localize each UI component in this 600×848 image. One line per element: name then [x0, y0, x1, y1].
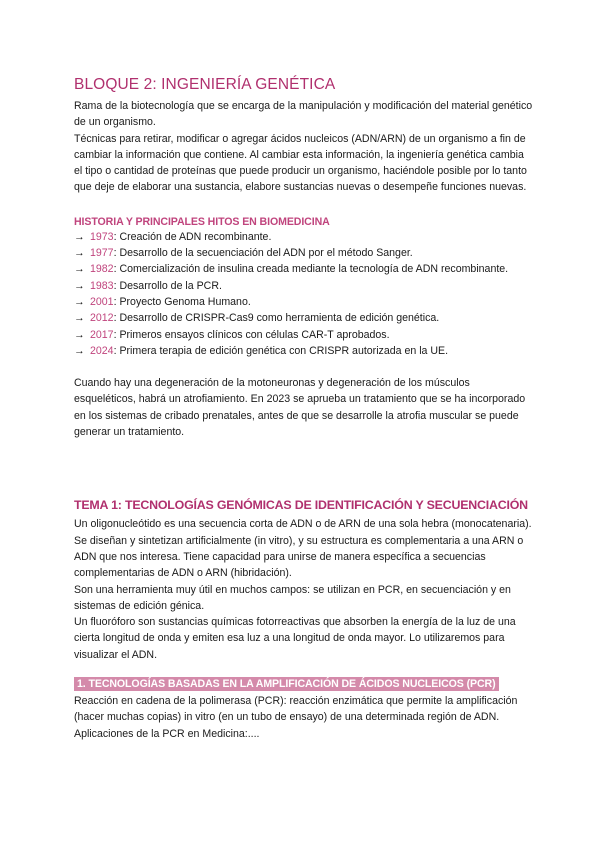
- hito-item: [74, 343, 534, 359]
- hito-text: [90, 261, 508, 277]
- hito-text: [90, 294, 251, 310]
- bloque-title: BLOQUE 2: INGENIERÍA GENÉTICA: [74, 76, 336, 93]
- hito-item: [74, 327, 534, 343]
- hito-description: : Primera terapia de edición genética con CRISPR autorizada en la UE.: [113, 344, 449, 357]
- section1-paragraph-2: Aplicaciones de la PCR en Medicina:....: [74, 727, 260, 740]
- historia-title: HISTORIA Y PRINCIPALES HITOS EN BIOMEDICINA: [74, 215, 330, 228]
- hito-item: [74, 294, 534, 310]
- tema1-title: TEMA 1: TECNOLOGÍAS GENÓMICAS DE IDENTIFICACIÓN Y SECUENCIACIÓN: [74, 498, 528, 513]
- hito-year: 2017: [90, 328, 114, 341]
- arrow-right-icon: →: [74, 230, 85, 243]
- hito-year: 1977: [90, 247, 114, 260]
- hitos-list: [74, 229, 534, 359]
- tema1-paragraph-1: Un oligonucleótido es una secuencia corta de ADN o de ARN de una sola hebra (monocatenaria). Se diseñan y sintetizan artificialmente (in vitro), y su estructura es complementaria a una ARN o ADN que nos interesa. Tiene capacidad para unirse de manera específica a secuencias complementarias de ADN o ARN (hibridación).: [74, 518, 532, 580]
- hito-description: : Creación de ADN recombinante.: [113, 230, 272, 243]
- arrow-right-icon: →: [74, 295, 85, 308]
- hito-text: [90, 343, 448, 359]
- hito-description: : Primeros ensayos clínicos con células CAR-T aprobados.: [113, 328, 390, 341]
- hito-item: [74, 310, 534, 326]
- section1-paragraph-1: Reacción en cadena de la polimerasa (PCR): reacción enzimática que permite la amplificación (hacer muchas copias) in vitro (en un tubo de ensayo) de una determinada región de ADN.: [74, 695, 518, 724]
- hito-description: : Desarrollo de la secuenciación del ADN por el método Sanger.: [113, 247, 413, 260]
- hito-year: 2012: [90, 312, 114, 325]
- hito-item: [74, 229, 534, 245]
- hito-text: [90, 245, 413, 261]
- hito-text: [90, 327, 390, 343]
- hito-item: [74, 245, 534, 261]
- hito-year: 2001: [90, 295, 114, 308]
- hito-description: : Desarrollo de CRISPR-Cas9 como herramienta de edición genética.: [113, 312, 440, 325]
- arrow-right-icon: →: [74, 279, 85, 292]
- arrow-right-icon: →: [74, 312, 85, 325]
- hito-item: [74, 278, 534, 294]
- hito-text: [90, 310, 439, 326]
- hito-year: 2024: [90, 344, 114, 357]
- hito-description: : Comercialización de insulina creada mediante la tecnología de ADN recombinante.: [113, 263, 509, 276]
- hito-year: 1982: [90, 263, 114, 276]
- arrow-right-icon: →: [74, 263, 85, 276]
- hito-year: 1983: [90, 279, 114, 292]
- tema1-paragraph-2: Son una herramienta muy útil en muchos campos: se utilizan en PCR, en secuenciación y en sistemas de edición génica.: [74, 583, 511, 612]
- hito-item: [74, 261, 534, 277]
- arrow-right-icon: →: [74, 247, 85, 260]
- hito-text: [90, 278, 222, 294]
- bloque-intro-2: Técnicas para retirar, modificar o agregar ácidos nucleicos (ADN/ARN) de un organismo a fin de cambiar la información que contiene. Al cambiar esta información, la ingeniería genética cambia el tipo o cantidad de proteínas que puede producir un organismo, haciéndole posible por lo tanto que deje de elaborar una sustancia, elabore sustancias nuevas o desempeñe funciones nuevas.: [74, 132, 527, 194]
- section1-title: 1. TECNOLOGÍAS BASADAS EN LA AMPLIFICACIÓN DE ÁCIDOS NUCLEICOS (PCR): [74, 677, 499, 691]
- hito-year: 1973: [90, 230, 114, 243]
- hito-text: [90, 229, 271, 245]
- tema1-paragraph-3: Un fluoróforo son sustancias químicas fotorreactivas que absorben la energía de la luz de una cierta longitud de onda y emiten esa luz a una longitud de onda mayor. Lo utilizaremos para visualizar el ADN.: [74, 616, 516, 661]
- arrow-right-icon: →: [74, 328, 85, 341]
- hito-description: : Desarrollo de la PCR.: [113, 279, 222, 292]
- bloque-intro-1: Rama de la biotecnología que se encarga de la manipulación y modificación del material genético de un organismo.: [74, 100, 533, 129]
- historia-paragraph: Cuando hay una degeneración de la motoneuronas y degeneración de los músculos esqueléticos, habrá un atrofiamiento. En 2023 se aprueba un tratamiento que se ha incorporado en los sistemas de cribado prenatales, antes de que se desarrolle la atrofia muscular se puede generar un tratamiento.: [74, 377, 526, 439]
- arrow-right-icon: →: [74, 344, 85, 357]
- hito-description: : Proyecto Genoma Humano.: [113, 295, 251, 308]
- document-page: [74, 76, 534, 742]
